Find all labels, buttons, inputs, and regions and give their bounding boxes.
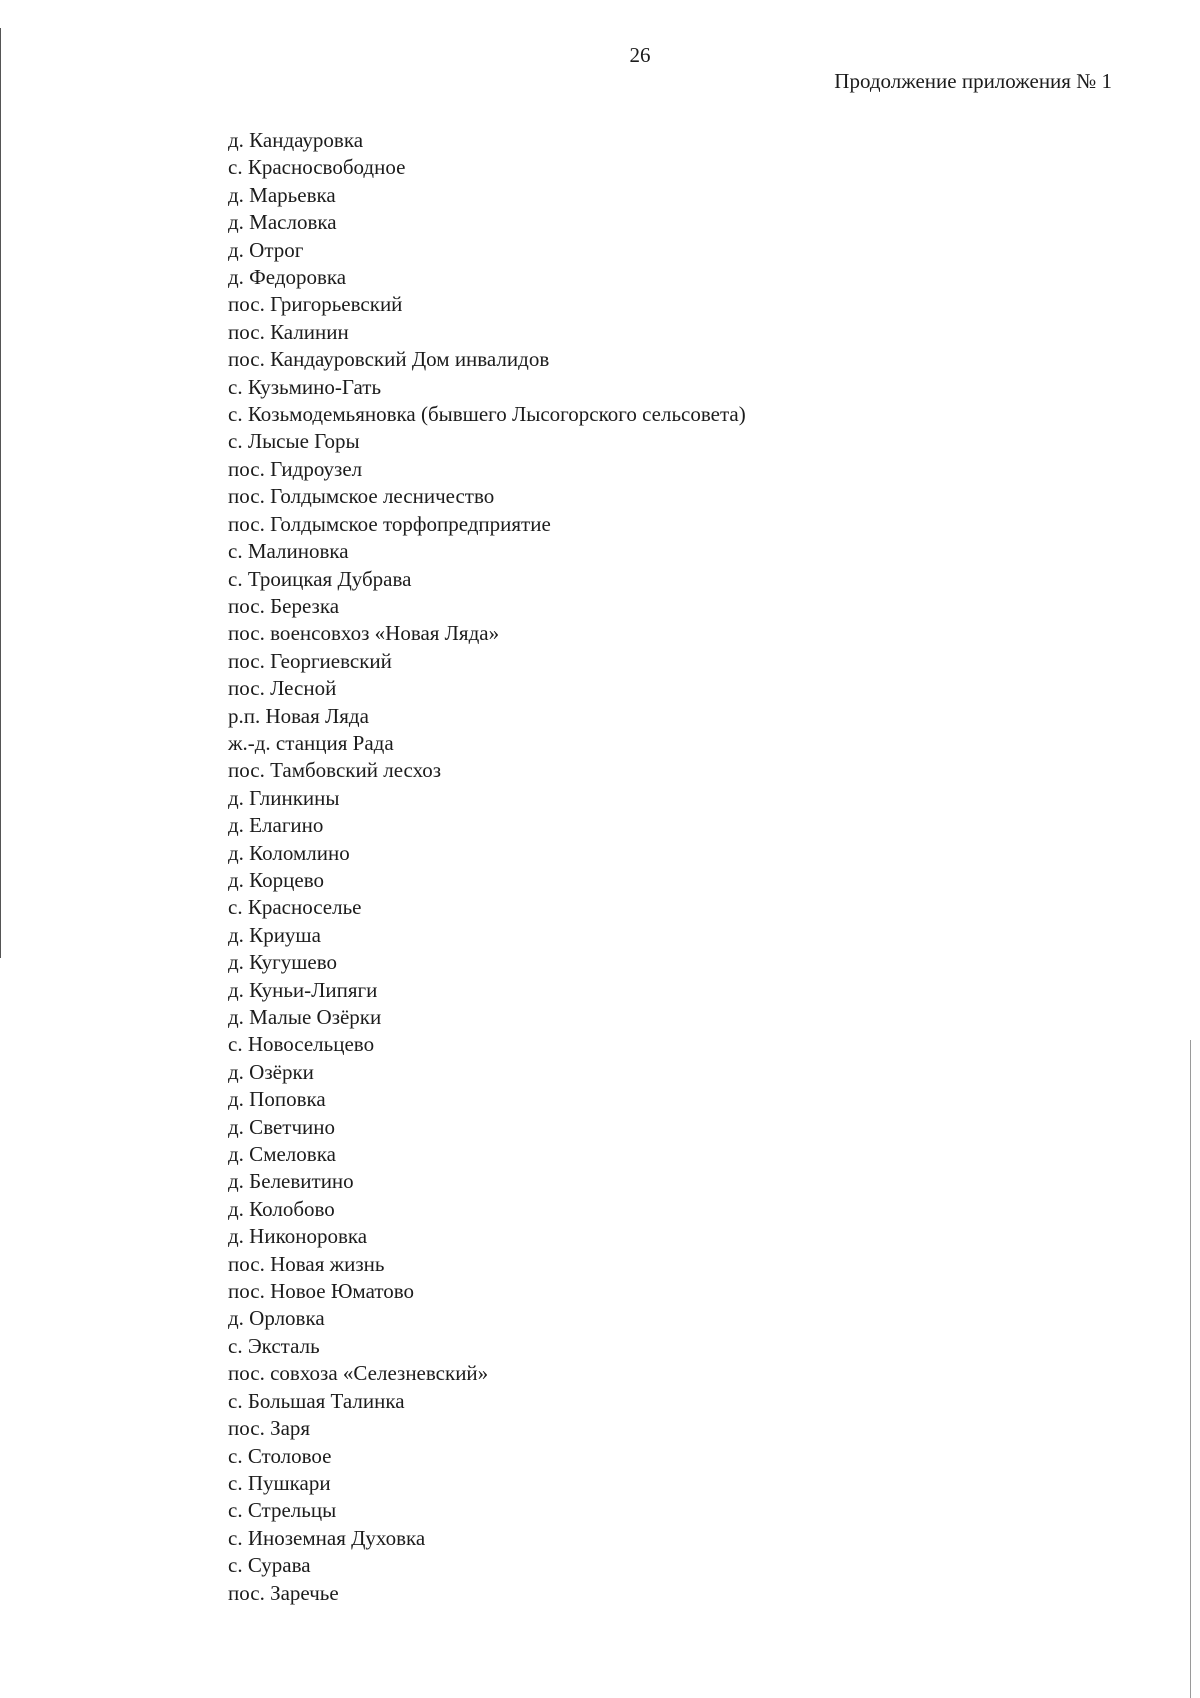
list-item: с. Стрельцы (228, 1498, 337, 1523)
list-item: пос. Голдымское лесничество (228, 484, 495, 509)
list-item: д. Корцево (228, 867, 324, 892)
page-number: 26 (629, 43, 651, 67)
list-item: с. Козьмодемьяновка (бывшего Лысогорского сельсовета) (228, 402, 746, 427)
list-item: с. Сурава (228, 1553, 311, 1578)
list-item: пос. Георгиевский (228, 648, 392, 673)
list-item: д. Куньи-Липяги (228, 977, 378, 1002)
list-item: пос. Гидроузел (228, 456, 363, 481)
header-note: Продолжение приложения № 1 (834, 69, 1112, 93)
list-item: пос. Березка (228, 593, 340, 618)
settlement-list (228, 127, 746, 1607)
list-item: с. Пушкари (228, 1470, 331, 1495)
list-item: д. Орловка (228, 1306, 325, 1331)
list-item: д. Глинкины (228, 785, 340, 810)
list-item: с. Эксталь (228, 1333, 320, 1358)
scan-edge-right (1190, 1040, 1191, 1698)
list-item: пос. Калинин (228, 319, 349, 344)
list-item: д. Криуша (228, 922, 321, 947)
list-item: пос. Кандауровский Дом инвалидов (228, 347, 550, 372)
list-item: д. Федоровка (228, 265, 347, 290)
list-item: с. Кузьмино-Гать (228, 374, 382, 399)
list-item: пос. Заречье (228, 1580, 339, 1605)
list-item: д. Белевитино (228, 1169, 354, 1194)
list-item: с. Красносвободное (228, 155, 406, 180)
list-item: д. Озёрки (228, 1059, 314, 1084)
list-item: пос. Лесной (228, 676, 337, 701)
list-item: с. Новосельцево (228, 1032, 375, 1057)
list-item: с. Большая Талинка (228, 1388, 405, 1413)
list-item: д. Малые Озёрки (228, 1005, 382, 1029)
list-item: д. Кандауровка (228, 128, 364, 152)
list-item: пос. Новое Юматово (228, 1279, 415, 1304)
list-item: пос. Тамбовский лесхоз (228, 758, 442, 783)
list-item: с. Иноземная Духовка (228, 1525, 426, 1550)
list-item: д. Отрог (228, 237, 304, 262)
list-item: д. Светчино (228, 1114, 336, 1139)
list-item: д. Марьевка (228, 182, 336, 207)
list-item: р.п. Новая Ляда (228, 703, 369, 728)
list-item: с. Лысые Горы (228, 429, 360, 454)
list-item: с. Троицкая Дубрава (228, 566, 412, 591)
list-item: д. Елагино (228, 813, 324, 838)
list-item: с. Красноселье (228, 895, 362, 920)
list-item: д. Никоноровка (228, 1224, 368, 1249)
list-item: д. Смеловка (228, 1142, 336, 1167)
list-item: пос. Новая жизнь (228, 1251, 385, 1276)
list-item: д. Поповка (228, 1087, 326, 1112)
list-item: пос. Голдымское торфопредприятие (228, 511, 551, 536)
list-item: пос. Григорьевский (228, 292, 403, 317)
list-item: с. Малиновка (228, 539, 349, 564)
list-item: пос. военсовхоз «Новая Ляда» (228, 621, 500, 646)
list-item: д. Коломлино (228, 840, 350, 865)
list-item: с. Столовое (228, 1443, 332, 1468)
list-item: ж.-д. станция Рада (228, 730, 394, 755)
list-item: пос. совхоза «Селезневский» (228, 1361, 489, 1386)
scan-edge-left (0, 28, 1, 958)
list-item: д. Колобово (228, 1196, 335, 1221)
list-item: д. Масловка (228, 210, 337, 235)
list-item: пос. Заря (228, 1416, 311, 1441)
list-item: д. Кугушево (228, 950, 337, 975)
